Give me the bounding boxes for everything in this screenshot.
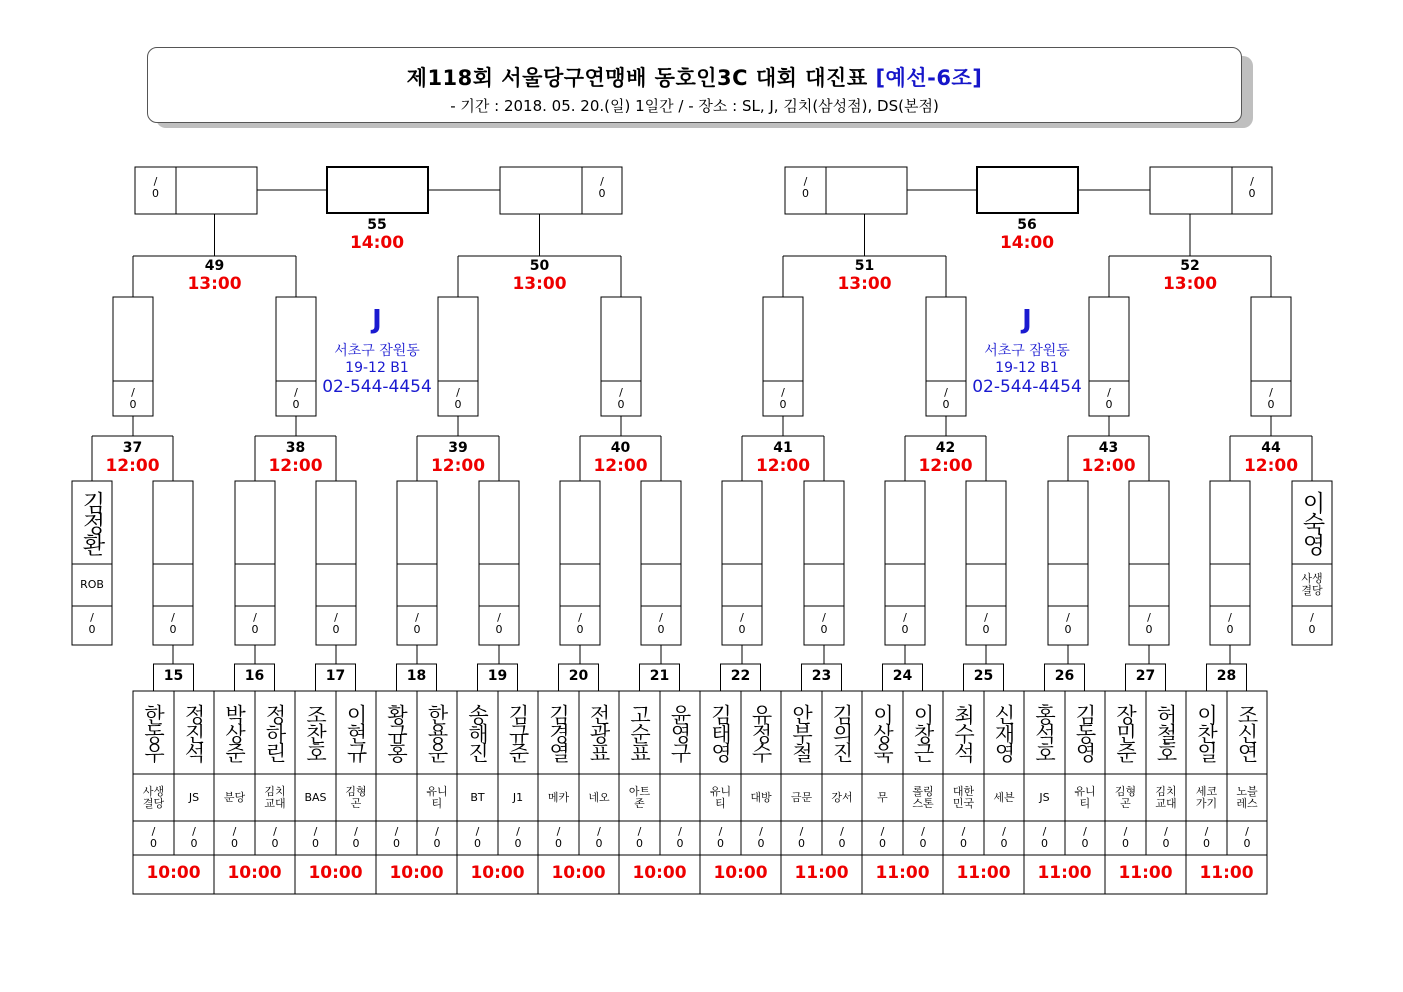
player-affiliation: 세코 가기 <box>1195 784 1218 810</box>
final-box <box>327 167 428 213</box>
player-score: / 0 <box>1162 825 1170 850</box>
player-score: / 0 <box>555 825 562 850</box>
player-affiliation: J1 <box>512 790 524 804</box>
quarter-39-num: 39 <box>448 440 468 456</box>
player-name: 김경열 <box>546 704 571 761</box>
venue-info <box>262 305 492 397</box>
box-score: / 0 <box>413 611 421 636</box>
player-name: 한용운 <box>425 704 449 761</box>
player-name: 전광표 <box>587 704 611 761</box>
player-score: / 0 <box>717 825 724 850</box>
semi-49-num: 49 <box>204 258 225 274</box>
venue-address: 서초구 잠원동 <box>984 343 1070 359</box>
player-affiliation: 유니 티 <box>709 784 732 810</box>
final-55-num: 55 <box>367 217 387 233</box>
player-name: 송해진 <box>465 704 490 761</box>
match-number-27: 27 <box>1135 668 1156 684</box>
bye-affiliation: ROB <box>80 578 104 591</box>
player-affiliation: 유니 티 <box>426 784 448 810</box>
title-text: 제118회 서울당구연맹배 동호인3C 대회 대진표 <box>406 66 868 90</box>
player-affiliation <box>376 774 417 821</box>
box-score: / 0 <box>576 611 584 636</box>
match-number-21: 21 <box>649 668 670 684</box>
player-affiliation: 금문 <box>790 790 813 804</box>
player-score: / 0 <box>1203 825 1210 850</box>
player-score: / 0 <box>595 825 603 850</box>
player-name: 이현규 <box>344 704 368 761</box>
match-time-16: 10:00 <box>227 863 282 883</box>
player-name: 정진석 <box>182 704 206 761</box>
player-score: / 0 <box>433 825 441 850</box>
box-score: / 0 <box>657 611 665 636</box>
box-score: / 0 <box>152 175 159 200</box>
player-affiliation: 네오 <box>588 790 610 804</box>
player-score: / 0 <box>960 825 967 850</box>
player-name: 박상준 <box>222 704 247 761</box>
venue-letter: J <box>1022 305 1032 335</box>
player-name: 한동우 <box>141 704 166 761</box>
group-label: [예선-6조] <box>875 66 983 90</box>
match-number-28: 28 <box>1216 668 1237 684</box>
player-name: 정하린 <box>263 704 287 761</box>
match-number-22: 22 <box>730 668 751 684</box>
final-56-num: 56 <box>1017 217 1037 233</box>
match-time-17: 10:00 <box>308 863 363 883</box>
player-score: / 0 <box>514 825 522 850</box>
box-score: / 0 <box>495 611 503 636</box>
box-score: / 0 <box>454 386 462 411</box>
box-score: / 0 <box>1145 611 1153 636</box>
match-time-15: 10:00 <box>146 863 201 883</box>
box-score: / 0 <box>1064 611 1072 636</box>
player-score: / 0 <box>393 825 400 850</box>
player-affiliation: 노블 레스 <box>1236 784 1258 810</box>
player-affiliation: 무 <box>877 790 888 804</box>
player-name: 김태영 <box>708 704 733 761</box>
player-name: 윤영구 <box>668 704 692 761</box>
player-score: / 0 <box>1122 825 1129 850</box>
player-score: / 0 <box>919 825 927 850</box>
quarter-42-time: 12:00 <box>918 456 973 476</box>
venue-phone: 02-544-4454 <box>322 377 432 397</box>
box-score: / 0 <box>802 175 809 200</box>
quarter-39-time: 12:00 <box>430 456 486 476</box>
match-time-20: 10:00 <box>551 863 606 883</box>
venue-address-detail: 19-12 B1 <box>345 360 409 376</box>
player-affiliation: 롤링 스톤 <box>912 784 934 810</box>
box-score: / 0 <box>169 611 177 636</box>
match-number-20: 20 <box>568 668 589 684</box>
match-number-15: 15 <box>163 668 184 684</box>
match-time-24: 11:00 <box>875 863 930 883</box>
box-score: / 0 <box>1248 175 1256 200</box>
player-affiliation: 세븐 <box>993 790 1015 804</box>
semi-52-time: 13:00 <box>1162 274 1218 294</box>
player-affiliation: 분당 <box>223 790 246 804</box>
player-name: 김규준 <box>506 704 530 761</box>
box-score: / 0 <box>779 386 787 411</box>
player-name: 조신연 <box>1235 704 1259 761</box>
match-number-23: 23 <box>811 668 832 684</box>
player-affiliation: 메카 <box>547 790 570 804</box>
box-score: / 0 <box>88 611 96 636</box>
quarter-43-num: 43 <box>1098 440 1119 456</box>
box-score: / 0 <box>1105 386 1113 411</box>
quarter-41-time: 12:00 <box>755 456 811 476</box>
player-score: / 0 <box>798 825 805 850</box>
player-name: 이찬일 <box>1194 704 1219 761</box>
bye-player-name: 이숙영 <box>1298 491 1325 554</box>
box-score: / 0 <box>982 611 990 636</box>
final-box <box>977 167 1078 213</box>
match-time-19: 10:00 <box>470 863 525 883</box>
venue-info <box>912 305 1142 397</box>
match-number-24: 24 <box>892 668 913 684</box>
player-affiliation: 강서 <box>831 790 853 804</box>
match-time-18: 10:00 <box>389 863 444 883</box>
player-name: 김동영 <box>1073 704 1097 761</box>
box-score: / 0 <box>820 611 828 636</box>
box-score: / 0 <box>598 175 606 200</box>
quarter-44-time: 12:00 <box>1243 456 1299 476</box>
player-name: 유정수 <box>749 704 773 761</box>
player-affiliation: JS <box>1039 790 1050 804</box>
player-score: / 0 <box>1081 825 1089 850</box>
player-name: 장민준 <box>1113 704 1138 761</box>
match-number-16: 16 <box>244 668 265 684</box>
quarter-40-num: 40 <box>610 440 631 456</box>
match-number-17: 17 <box>325 668 346 684</box>
player-name: 이상욱 <box>870 704 895 761</box>
box-score: / 0 <box>738 611 746 636</box>
player-affiliation: 유니 티 <box>1074 784 1096 810</box>
venue-address-detail: 19-12 B1 <box>995 360 1059 376</box>
player-affiliation: 사생 결당 <box>142 784 165 810</box>
semi-50-time: 13:00 <box>512 274 567 294</box>
venue-address: 서초구 잠원동 <box>334 343 420 359</box>
player-score: / 0 <box>1041 825 1048 850</box>
player-affiliation: JS <box>188 790 200 804</box>
box-score: / 0 <box>1308 611 1316 636</box>
match-time-26: 11:00 <box>1037 863 1092 883</box>
quarter-37-num: 37 <box>122 440 143 456</box>
bye-player-name: 김정환 <box>78 491 105 554</box>
semi-50-num: 50 <box>529 258 550 274</box>
player-score: / 0 <box>1000 825 1008 850</box>
match-time-21: 10:00 <box>632 863 687 883</box>
match-time-27: 11:00 <box>1118 863 1173 883</box>
player-score: / 0 <box>271 825 279 850</box>
player-name: 안부철 <box>789 704 814 761</box>
box-score: / 0 <box>617 386 625 411</box>
quarter-43-time: 12:00 <box>1081 456 1136 476</box>
semi-52-num: 52 <box>1180 258 1200 274</box>
box-score: / 0 <box>1267 386 1275 411</box>
box-score: / 0 <box>129 386 137 411</box>
player-name: 김의진 <box>830 704 854 761</box>
match-time-22: 10:00 <box>713 863 768 883</box>
player-name: 황규홍 <box>384 704 409 761</box>
player-name: 홍석호 <box>1032 704 1057 761</box>
venue-letter: J <box>372 305 382 335</box>
player-score: / 0 <box>676 825 684 850</box>
quarter-44-num: 44 <box>1261 440 1281 456</box>
semi-51-time: 13:00 <box>837 274 892 294</box>
quarter-37-time: 12:00 <box>105 456 160 476</box>
bye-affiliation: 사생 결당 <box>1301 572 1323 597</box>
match-number-18: 18 <box>406 668 427 684</box>
match-time-23: 11:00 <box>794 863 849 883</box>
box-score: / 0 <box>332 611 340 636</box>
box-score: / 0 <box>251 611 259 636</box>
match-number-25: 25 <box>973 668 994 684</box>
quarter-38-time: 12:00 <box>268 456 323 476</box>
match-time-28: 11:00 <box>1199 863 1254 883</box>
player-name: 최수석 <box>951 704 976 761</box>
final-56-time: 14:00 <box>999 233 1055 253</box>
player-score: / 0 <box>1243 825 1251 850</box>
quarter-40-time: 12:00 <box>593 456 648 476</box>
player-score: / 0 <box>879 825 886 850</box>
semi-49-time: 13:00 <box>187 274 242 294</box>
page-subtitle: - 기간 : 2018. 05. 20.(일) 1일간 / - 장소 : SL, J, 김치(삼성점), DS(본점) <box>450 97 939 115</box>
player-affiliation <box>660 774 700 821</box>
player-score: / 0 <box>474 825 481 850</box>
box-score: / 0 <box>901 611 909 636</box>
box-score: / 0 <box>292 386 300 411</box>
player-name: 이창근 <box>911 704 935 761</box>
player-affiliation: 아트 존 <box>628 784 651 810</box>
player-score: / 0 <box>838 825 846 850</box>
player-affiliation: 김형 곤 <box>345 784 367 810</box>
player-name: 허철호 <box>1154 704 1178 761</box>
player-score: / 0 <box>352 825 360 850</box>
match-number-19: 19 <box>487 668 508 684</box>
player-affiliation: 김형 곤 <box>1114 784 1137 810</box>
venue-phone: 02-544-4454 <box>972 377 1082 397</box>
player-score: / 0 <box>757 825 765 850</box>
match-number-26: 26 <box>1054 668 1075 684</box>
quarter-42-num: 42 <box>935 440 956 456</box>
player-name: 조찬호 <box>303 704 328 761</box>
player-score: / 0 <box>190 825 198 850</box>
player-affiliation: 김치 교대 <box>264 784 286 810</box>
player-score: / 0 <box>312 825 319 850</box>
semi-51-num: 51 <box>854 258 875 274</box>
player-affiliation: BAS <box>304 790 327 804</box>
player-affiliation: 대한 민국 <box>952 784 975 810</box>
player-name: 고순표 <box>627 704 652 761</box>
player-affiliation: 김치 교대 <box>1155 784 1177 810</box>
match-time-25: 11:00 <box>956 863 1011 883</box>
player-affiliation: BT <box>470 790 485 804</box>
player-score: / 0 <box>150 825 157 850</box>
box-score: / 0 <box>1226 611 1234 636</box>
player-score: / 0 <box>636 825 643 850</box>
final-55-time: 14:00 <box>349 233 405 253</box>
quarter-38-num: 38 <box>285 440 306 456</box>
quarter-41-num: 41 <box>773 440 793 456</box>
box-score: / 0 <box>942 386 950 411</box>
player-score: / 0 <box>231 825 238 850</box>
player-affiliation: 대방 <box>750 790 772 804</box>
player-name: 신재영 <box>992 704 1016 761</box>
